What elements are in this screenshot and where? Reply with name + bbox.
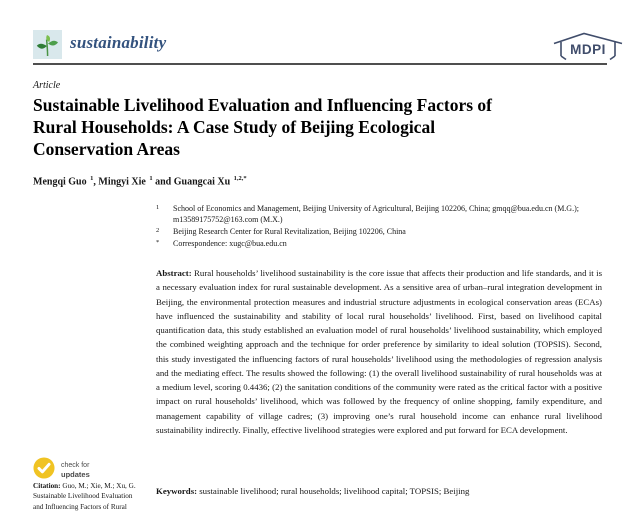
mdpi-logo — [551, 31, 625, 66]
author-affiliation-marker: 1 — [90, 175, 94, 182]
citation-line: and Influencing Factors of Rural — [33, 502, 127, 511]
badge-text — [61, 462, 90, 479]
citation-block — [33, 481, 155, 512]
abstract-text: Rural households’ livelihood sustainability is the core issue that affects their production and life standards, and it is a necessary evaluation index for rural sustainable development. As a sensitive area of urban–rural integration development in Beijing, the environmental protection measures and industrial structure adjustments in ecological conservation areas (ECAs) have influenced the sustainability and stability of local rural households’ livelihood. First, based on livelihood capital quantification data, this study established an evaluation model of rural households’ livelihood sustainability, which employed the combined weighting approach and the technique for order preference by similarity to ideal solution (TOPSIS). Second, this study investigated the influencing factors of rural households’ livelihood using the methodologies of regression analysis and the mediating effect. The results showed the following: (1) the overall livelihood sustainability of rural households was at a medium level, scoring 0.4436; (2) the sanitation conditions of the community were rated as the critical factor with a positive impact on rural households’ livelihood, which was followed by the frequency of online shopping, family expenditure, and management capability of village cadres; (3) improving one’s rural household income can enhance rural livelihood sustainability indirectly. Finally, effective livelihood strategies were explored and put forward for ECA development. — [156, 268, 602, 435]
affiliation-item — [156, 204, 602, 226]
author-separator: and — [152, 176, 174, 188]
correspondence-text: Correspondence: xugc@bua.edu.cn — [173, 239, 287, 249]
keywords-label: Keywords: — [156, 486, 198, 496]
title-line: Conservation Areas — [33, 139, 180, 159]
author-list — [33, 175, 247, 187]
badge-line1: check for — [61, 462, 90, 469]
paper-title — [33, 94, 608, 160]
keywords-line — [156, 486, 602, 496]
author-affiliation-marker: 1 — [149, 175, 153, 182]
author-affiliation-marker: 1,2,* — [233, 175, 247, 182]
author-separator: , — [93, 176, 99, 188]
article-type-label: Article — [33, 80, 61, 91]
badge-line2: updates — [61, 469, 90, 479]
checkmark-icon — [33, 457, 55, 484]
journal-name: sustainability — [70, 33, 167, 52]
author-name: Mengqi Guo — [33, 176, 87, 188]
citation-label: Citation: — [33, 482, 61, 490]
affiliation-item — [156, 239, 602, 250]
affiliation-text: Beijing Research Center for Rural Revitalization, Beijing 102206, China — [173, 227, 406, 237]
affiliation-marker: * — [156, 239, 160, 247]
author-name: Mingyi Xie — [98, 176, 146, 188]
citation-line: Citation: Guo, M.; Xie, M.; Xu, G. — [33, 482, 136, 490]
check-for-updates-badge[interactable] — [33, 457, 90, 484]
leaf-icon — [33, 46, 62, 63]
affiliation-text: School of Economics and Management, Beijing University of Agricultural, Beijing 102206, China; gmqq@bua.edu.cn (M.G.); m13589175752@163.com (M.X.) — [173, 204, 579, 224]
title-line: Sustainable Livelihood Evaluation and Influencing Factors of — [33, 95, 492, 115]
title-line: Rural Households: A Case Study of Beijing Ecological — [33, 117, 436, 137]
header-divider — [33, 63, 607, 65]
journal-logo — [33, 30, 62, 59]
keywords-text: sustainable livelihood; rural households; livelihood capital; TOPSIS; Beijing — [197, 486, 470, 496]
abstract-label: Abstract: — [156, 268, 192, 278]
affiliation-marker: 2 — [156, 227, 160, 235]
affiliation-item — [156, 227, 602, 238]
abstract-paragraph — [156, 266, 602, 437]
affiliation-marker: 1 — [156, 204, 160, 211]
author-name: Guangcai Xu — [173, 176, 231, 188]
mdpi-logo-text: MDPI — [570, 42, 606, 57]
citation-line: Sustainable Livelihood Evaluation — [33, 492, 133, 501]
affiliations-block — [156, 204, 602, 252]
